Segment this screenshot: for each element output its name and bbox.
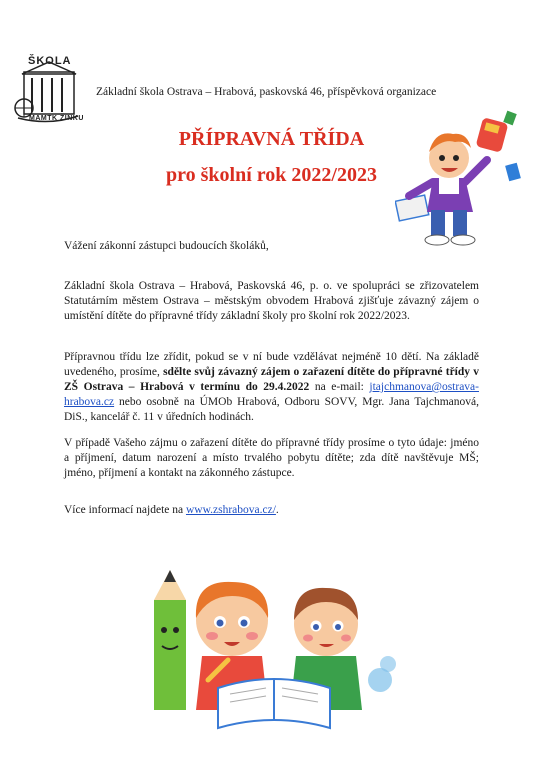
page-title: PŘÍPRAVNÁ TŘÍDA (178, 128, 365, 150)
more-info-end: . (275, 504, 279, 516)
logo-top-text: ŠKOLA (28, 55, 72, 67)
paragraph-intro: Základní škola Ostrava – Hrabová, Paskovská 46, p. o. ve spolupráci se zřizovatelem Statutárním městem Ostrava – městským obvodem Hrabová zjišťuje závazný zájem o umístění dítěte do přípravné třídy základní školy pro školní rok 2022/2023. (64, 280, 479, 322)
registration-deadline-text: sdělte svůj závazný zájem o zařazení dítěte do přípravné třídy v ZŠ Ostrava – Hrabová v termínu do 29.4.2022 (64, 366, 479, 393)
registration-text-start: Přípravnou třídu lze zřídit, pokud se v ní bude vzdělávat nejméně 10 dětí. Na základě uvedeného, prosíme, (64, 351, 479, 378)
paragraph-more-info (64, 503, 479, 518)
salutation: Vážení zákonní zástupci budoucích školáků, (64, 240, 269, 252)
page-subtitle: pro školní rok 2022/2023 (166, 164, 377, 186)
paragraph-required-data: V případě Vašeho zájmu o zařazení dítěte do přípravné třídy prosíme o tyto údaje: jméno a příjmení, datum narození a místo trvalého pobytu dítěte; zda dítě navštěvuje MŠ; jméno, příjmení a kontakt na zákonného zástupce. (64, 437, 479, 479)
website-link[interactable]: www.zshrabova.cz/ (185, 504, 276, 516)
registration-text-end: nebo osobně na ÚMOb Hrabová, Odboru SOVV, Mgr. Jana Tajchmanová, DiS., kancelář č. 11 v úředních hodinách. (64, 396, 479, 423)
contact-email-link[interactable]: jtajchmanova@ostrava-hrabova.cz (64, 381, 479, 408)
school-header-line: Základní škola Ostrava – Hrabová, paskovská 46, příspěvková organizace (96, 86, 437, 98)
registration-text-mid: na e-mail: (309, 381, 370, 393)
logo-bottom-text: MAMTK ŽÍNKU (29, 115, 84, 122)
schoolboy-illustration (395, 102, 525, 247)
paragraph-registration (64, 350, 479, 425)
children-reading-illustration (148, 560, 400, 738)
more-info-text: Více informací najdete na (64, 504, 186, 516)
